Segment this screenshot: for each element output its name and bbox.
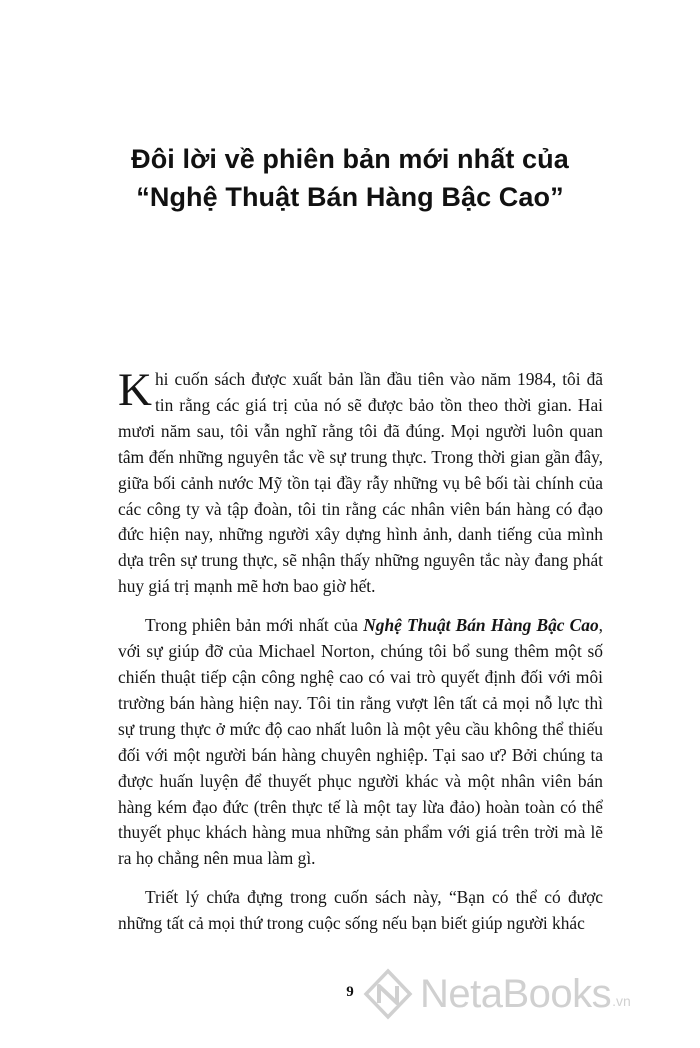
paragraph-2 xyxy=(118,613,603,872)
paragraph-3-text: Triết lý chứa đựng trong cuốn sách này, “Bạn có thể có được những tất cả mọi thứ trong cuộc sống nếu bạn biết giúp người khác xyxy=(118,887,603,934)
netabooks-logo-icon xyxy=(362,968,414,1020)
paragraph-1 xyxy=(118,364,603,600)
chapter-title xyxy=(0,140,700,216)
book-title-emphasis: Nghệ Thuật Bán Hàng Bậc Cao xyxy=(363,615,599,636)
paragraph-3 xyxy=(118,885,603,937)
page-number: 9 xyxy=(346,984,354,1000)
body-text xyxy=(118,364,604,950)
netabooks-watermark xyxy=(362,968,631,1020)
paragraph-2-text: , với sự giúp đỡ của Michael Norton, chúng tôi bổ sung thêm một số chiến thuật tiếp cận công nghệ cao có vai trò quyết định đối với môi trường bán hàng hiện nay. Tôi tin rằng vượt lên tất cả mọi nỗ lực thì sự trung thực ở mức độ cao nhất luôn là một yêu cầu không thể thiếu đối với một người bán hàng chuyên nghiệp. Tại sao ư? Bởi chúng ta được huấn luyện để thuyết phục người khác và một nhân viên bán hàng kém đạo đức (trên thực tế là một tay lừa đảo) hoàn toàn có thể thuyết phục khách hàng mua những sản phẩm với giá trên trời mà lẽ ra họ chẳng nên mua làm gì. xyxy=(118,615,604,869)
chapter-title-line-2: “Nghệ Thuật Bán Hàng Bậc Cao” xyxy=(136,182,564,212)
watermark-suffix: .vn xyxy=(612,993,631,1009)
drop-cap: K xyxy=(118,364,152,416)
paragraph-1-text: hi cuốn sách được xuất bản lần đầu tiên vào năm 1984, tôi đã tin rằng các giá trị của nó sẽ được bảo tồn theo thời gian. Hai mươi năm sau, tôi vẫn nghĩ rằng tôi đã đúng. Mọi người luôn quan tâm đến những nguyên tắc về sự trung thực. Trong thời gian gần đây, giữa bối cảnh nước Mỹ tồn tại đầy rẫy những vụ bê bối tài chính của các công ty và tập đoàn, tôi tin rằng các nhân viên bán hàng có đạo đức hiện nay, những người xây dựng hình ảnh, danh tiếng của mình dựa trên sự trung thực, sẽ nhận thấy những nguyên tắc này đang phát huy giá trị mạnh mẽ hơn bao giờ hết. xyxy=(118,369,603,597)
watermark-brand: NetaBooks xyxy=(420,972,612,1016)
paragraph-2-lead: Trong phiên bản mới nhất của xyxy=(145,615,364,636)
chapter-title-line-1: Đôi lời về phiên bản mới nhất của xyxy=(131,144,569,174)
